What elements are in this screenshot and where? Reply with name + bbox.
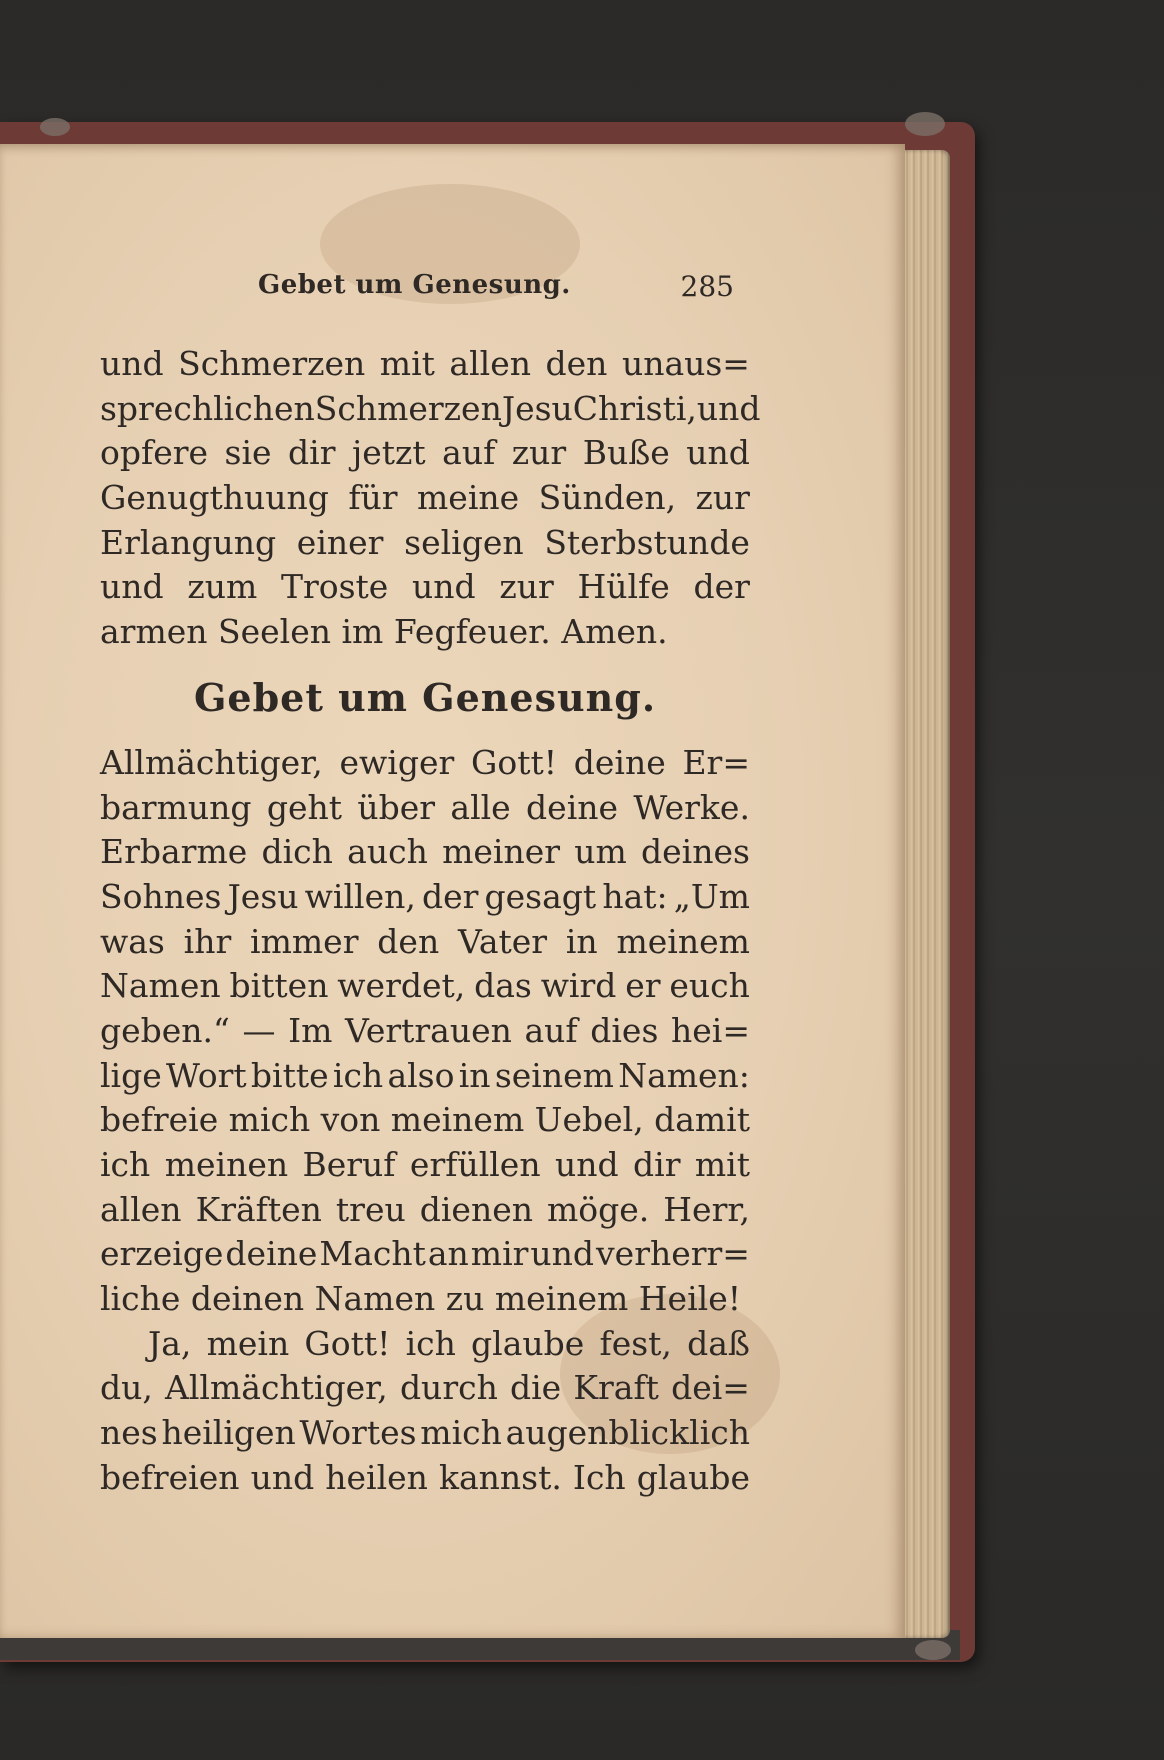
text-line (100, 1366, 750, 1411)
word: meinem (390, 1100, 525, 1140)
word: immer (250, 921, 359, 961)
word: dies (590, 1010, 659, 1050)
frayed-corner-top-right (905, 112, 945, 136)
word: ich (332, 1055, 384, 1095)
word: möge. (546, 1189, 650, 1229)
text-line (100, 431, 750, 476)
word: mich (228, 1100, 311, 1140)
word: Troste (280, 567, 389, 607)
word: und (100, 344, 164, 383)
text-line (100, 1143, 750, 1188)
word: zur (499, 567, 554, 607)
word: von (320, 1100, 381, 1140)
word: daß (687, 1323, 750, 1363)
word: Jesu (501, 388, 573, 428)
text-line: liche deinen Namen zu meinem Heile! (100, 1279, 741, 1319)
word: meinem (616, 921, 750, 961)
text-line (100, 875, 750, 920)
word: Herr, (663, 1189, 750, 1229)
text-line (100, 1054, 750, 1099)
word: Sterbstunde (544, 522, 750, 562)
word: Beruf (302, 1145, 396, 1184)
text-line (100, 565, 750, 610)
text-line (100, 387, 761, 432)
word: ewiger (339, 742, 455, 782)
text-line (100, 1098, 750, 1143)
word: nes (100, 1413, 158, 1453)
word: in (458, 1055, 491, 1095)
word: ich (405, 1323, 456, 1363)
word: geben.“ (100, 1010, 230, 1050)
word: mit (379, 344, 435, 383)
word: deine (526, 787, 619, 827)
word: und (412, 567, 476, 607)
word: geht (266, 787, 343, 827)
word: mir (470, 1234, 529, 1274)
word: dir (633, 1145, 681, 1184)
word: Er= (682, 742, 750, 782)
word: Allmächtiger, (100, 742, 323, 782)
word: alle (450, 787, 511, 827)
word: zum (187, 567, 258, 607)
word: Jesu (227, 876, 299, 916)
word: Vertrauen (345, 1010, 512, 1050)
prayer-paragraph (100, 741, 750, 1322)
word: um (574, 832, 627, 872)
word: meinen (164, 1145, 289, 1184)
word: befreien (100, 1457, 240, 1497)
word: kannst. (438, 1457, 562, 1497)
word: Genugthuung (100, 478, 329, 518)
word: euch (669, 966, 750, 1006)
word: Kräften (195, 1189, 322, 1229)
word: meine (417, 478, 520, 518)
word: Gott! (470, 742, 557, 782)
word: deine (225, 1234, 318, 1274)
word: auf (442, 433, 496, 473)
word: Werke. (633, 787, 750, 827)
frayed-corner-bottom-right (915, 1640, 951, 1660)
word: befreie (100, 1100, 219, 1140)
word: an (427, 1234, 469, 1274)
frayed-corner-top-left (40, 118, 70, 136)
word: willen, (304, 876, 416, 916)
word: lige (100, 1055, 162, 1095)
word: seligen (404, 522, 524, 562)
word: werdet, (337, 966, 466, 1006)
word: dei= (671, 1368, 750, 1408)
word: ihr (183, 921, 232, 961)
word: was (100, 921, 165, 961)
word: dienen (419, 1189, 533, 1229)
word: Ich (572, 1457, 626, 1497)
word: Gott! (304, 1323, 391, 1363)
word: glaube (471, 1323, 585, 1363)
word: Im (288, 1010, 333, 1050)
word: das (474, 966, 532, 1006)
word: Schmerzen (314, 388, 502, 428)
word: hat: (602, 876, 668, 916)
word: allen (449, 344, 531, 383)
word: allen (100, 1189, 182, 1229)
word: und (100, 567, 164, 607)
word: Ja, (148, 1323, 192, 1363)
word: mich (420, 1413, 502, 1453)
text-line (100, 1009, 750, 1054)
word: und (696, 388, 761, 428)
paragraph-continuation (100, 342, 761, 655)
word: treu (335, 1189, 406, 1229)
word: Schmerzen (178, 344, 366, 383)
word: der (421, 876, 479, 916)
word: zur (695, 478, 750, 518)
word: einer (296, 522, 384, 562)
word: Sohnes (100, 876, 222, 916)
word: fest, (599, 1323, 672, 1363)
word: Macht (319, 1234, 426, 1274)
word: heiligen (161, 1413, 296, 1453)
word: der (693, 567, 750, 607)
text-line (100, 1188, 750, 1233)
word: auf (524, 1010, 578, 1050)
text-line (100, 964, 750, 1009)
word: Uebel, (534, 1100, 644, 1140)
word: dir (288, 433, 336, 473)
page-number: 285 (680, 270, 734, 303)
word: jetzt (352, 433, 426, 473)
word: glaube (636, 1457, 750, 1497)
word: unaus= (621, 344, 750, 383)
word: zur (511, 433, 567, 473)
text-line (100, 741, 750, 786)
word: über (357, 787, 436, 827)
word: für (348, 478, 398, 518)
word: auch (347, 832, 428, 872)
word: damit (654, 1100, 750, 1140)
text-line (100, 1411, 750, 1456)
word: opfere (100, 433, 209, 473)
word: Erbarme (100, 832, 248, 872)
word: — (242, 1010, 276, 1050)
prayer-paragraph (100, 1322, 750, 1501)
word: Sünden, (538, 478, 677, 518)
word: Wortes (299, 1413, 417, 1453)
text-line (100, 1322, 750, 1367)
word: die (509, 1368, 562, 1408)
text-line (100, 830, 750, 875)
word: Kraft (573, 1368, 659, 1408)
word: Vater (458, 921, 548, 961)
word: und (530, 1234, 595, 1274)
word: sprechlichen (100, 388, 315, 428)
text-line (100, 1456, 750, 1501)
word: mein (206, 1323, 290, 1363)
word: meiner (442, 832, 560, 872)
section-heading: Gebet um Genesung. (193, 674, 657, 720)
word: Namen: (618, 1055, 750, 1095)
word: deine (573, 742, 666, 782)
word: Christi, (572, 388, 697, 428)
word: durch (399, 1368, 498, 1408)
text-line (100, 521, 750, 566)
word: wird (540, 966, 617, 1006)
word: und (250, 1457, 315, 1497)
word: und (554, 1145, 619, 1184)
word: Erlangung (100, 522, 277, 562)
page-header (258, 270, 758, 310)
word: bitten (229, 966, 329, 1006)
word: „Um (673, 876, 750, 916)
word: den (377, 921, 440, 961)
word: verherr= (596, 1234, 750, 1274)
word: er (625, 966, 661, 1006)
word: Namen (100, 966, 221, 1006)
word: Wort (166, 1055, 247, 1095)
word: Allmächtiger, (165, 1368, 388, 1408)
word: den (545, 344, 608, 383)
word: barmung (100, 787, 252, 827)
word: sie (224, 433, 272, 473)
word: Hülfe (577, 567, 670, 607)
word: du, (100, 1368, 153, 1408)
word: hei= (670, 1010, 750, 1050)
running-title: Gebet um Genesung. (258, 270, 571, 300)
word: ich (100, 1145, 151, 1184)
text-line (100, 1232, 750, 1277)
word: seinem (494, 1055, 614, 1095)
text-line (100, 920, 750, 965)
word: erzeige (100, 1234, 224, 1274)
word: Buße (582, 433, 670, 473)
word: heilen (325, 1457, 428, 1497)
word: also (387, 1055, 455, 1095)
word: erfüllen (409, 1145, 541, 1184)
word: gesagt (484, 876, 597, 916)
word: augenblicklich (505, 1413, 750, 1453)
word: dich (261, 832, 333, 872)
word: und (686, 433, 750, 473)
page-text (100, 342, 761, 1501)
text-line (100, 476, 750, 521)
text-line (100, 786, 750, 831)
word: mit (694, 1145, 750, 1184)
word: in (565, 921, 598, 961)
word: bitte (250, 1055, 329, 1095)
text-line (100, 342, 750, 387)
word: deines (641, 832, 750, 872)
text-line: armen Seelen im Fegfeuer. Amen. (100, 612, 668, 652)
